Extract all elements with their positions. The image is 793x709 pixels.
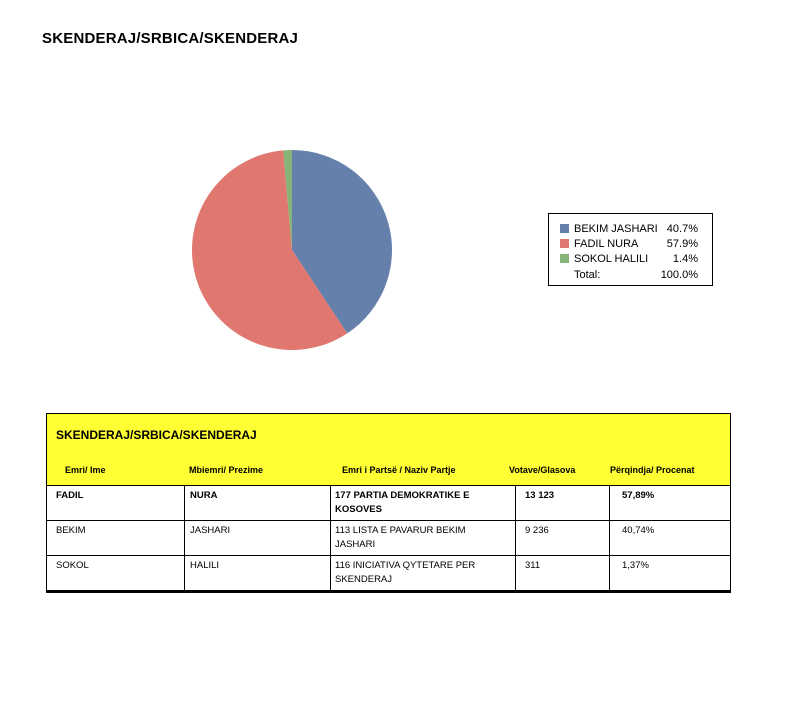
cell-last-name: JASHARI — [190, 525, 231, 536]
table-row — [46, 521, 731, 556]
cell-first-name: FADIL — [56, 490, 84, 501]
legend-label: SOKOL HALILI — [574, 252, 649, 265]
legend-item-sokol — [560, 251, 698, 266]
legend-swatch-bekim — [560, 224, 569, 233]
table-border-left — [46, 486, 47, 592]
legend-item-fadil — [560, 236, 698, 251]
cell-percent: 57,89% — [622, 490, 655, 501]
table-border-right — [730, 486, 731, 592]
cell-percent: 1,37% — [622, 560, 649, 571]
legend-label: BEKIM JASHARI — [574, 222, 658, 235]
legend-value: 1.4% — [672, 252, 698, 265]
table-header — [46, 413, 731, 486]
page-title: SKENDERAJ/SRBICA/SKENDERAJ — [42, 30, 299, 47]
col-header-percent: Përqindja/ Procenat — [610, 465, 695, 475]
table-divider — [184, 486, 185, 592]
legend-total — [560, 267, 698, 282]
legend-swatch-fadil — [560, 239, 569, 248]
legend-total-label: Total: — [574, 268, 601, 281]
table-divider — [609, 486, 610, 592]
col-header-party: Emri i Partsë / Naziv Partje — [342, 465, 456, 475]
cell-last-name: NURA — [190, 490, 218, 501]
table-row — [46, 486, 731, 521]
cell-first-name: BEKIM — [56, 525, 86, 536]
legend-label: FADIL NURA — [574, 237, 639, 250]
table-divider — [330, 486, 331, 592]
cell-votes: 9 236 — [525, 525, 549, 536]
table-bottom-rule — [46, 591, 731, 593]
cell-votes: 13 123 — [525, 490, 555, 501]
table-row — [46, 556, 731, 591]
chart-legend — [548, 213, 713, 286]
legend-item-bekim — [560, 221, 698, 236]
col-header-last-name: Mbiemri/ Prezime — [189, 465, 264, 475]
cell-first-name: SOKOL — [56, 560, 89, 571]
col-header-votes: Votave/Glasova — [509, 465, 576, 475]
cell-party: 116 INICIATIVA QYTETARE PER SKENDERAJ — [335, 560, 476, 585]
cell-last-name: HALILI — [190, 560, 220, 571]
pie-chart — [190, 148, 394, 352]
results-table — [46, 413, 731, 594]
legend-total-value: 100.0% — [660, 268, 698, 281]
col-header-first-name: Emri/ Ime — [65, 465, 106, 475]
cell-percent: 40,74% — [622, 525, 655, 536]
cell-votes: 311 — [525, 560, 541, 571]
legend-value: 40.7% — [666, 222, 698, 235]
table-title: SKENDERAJ/SRBICA/SKENDERAJ — [56, 428, 257, 442]
cell-party: 177 PARTIA DEMOKRATIKE E KOSOVES — [335, 490, 470, 515]
legend-swatch-sokol — [560, 254, 569, 263]
cell-party: 113 LISTA E PAVARUR BEKIM JASHARI — [335, 525, 466, 550]
legend-value: 57.9% — [666, 237, 698, 250]
table-divider — [515, 486, 516, 592]
